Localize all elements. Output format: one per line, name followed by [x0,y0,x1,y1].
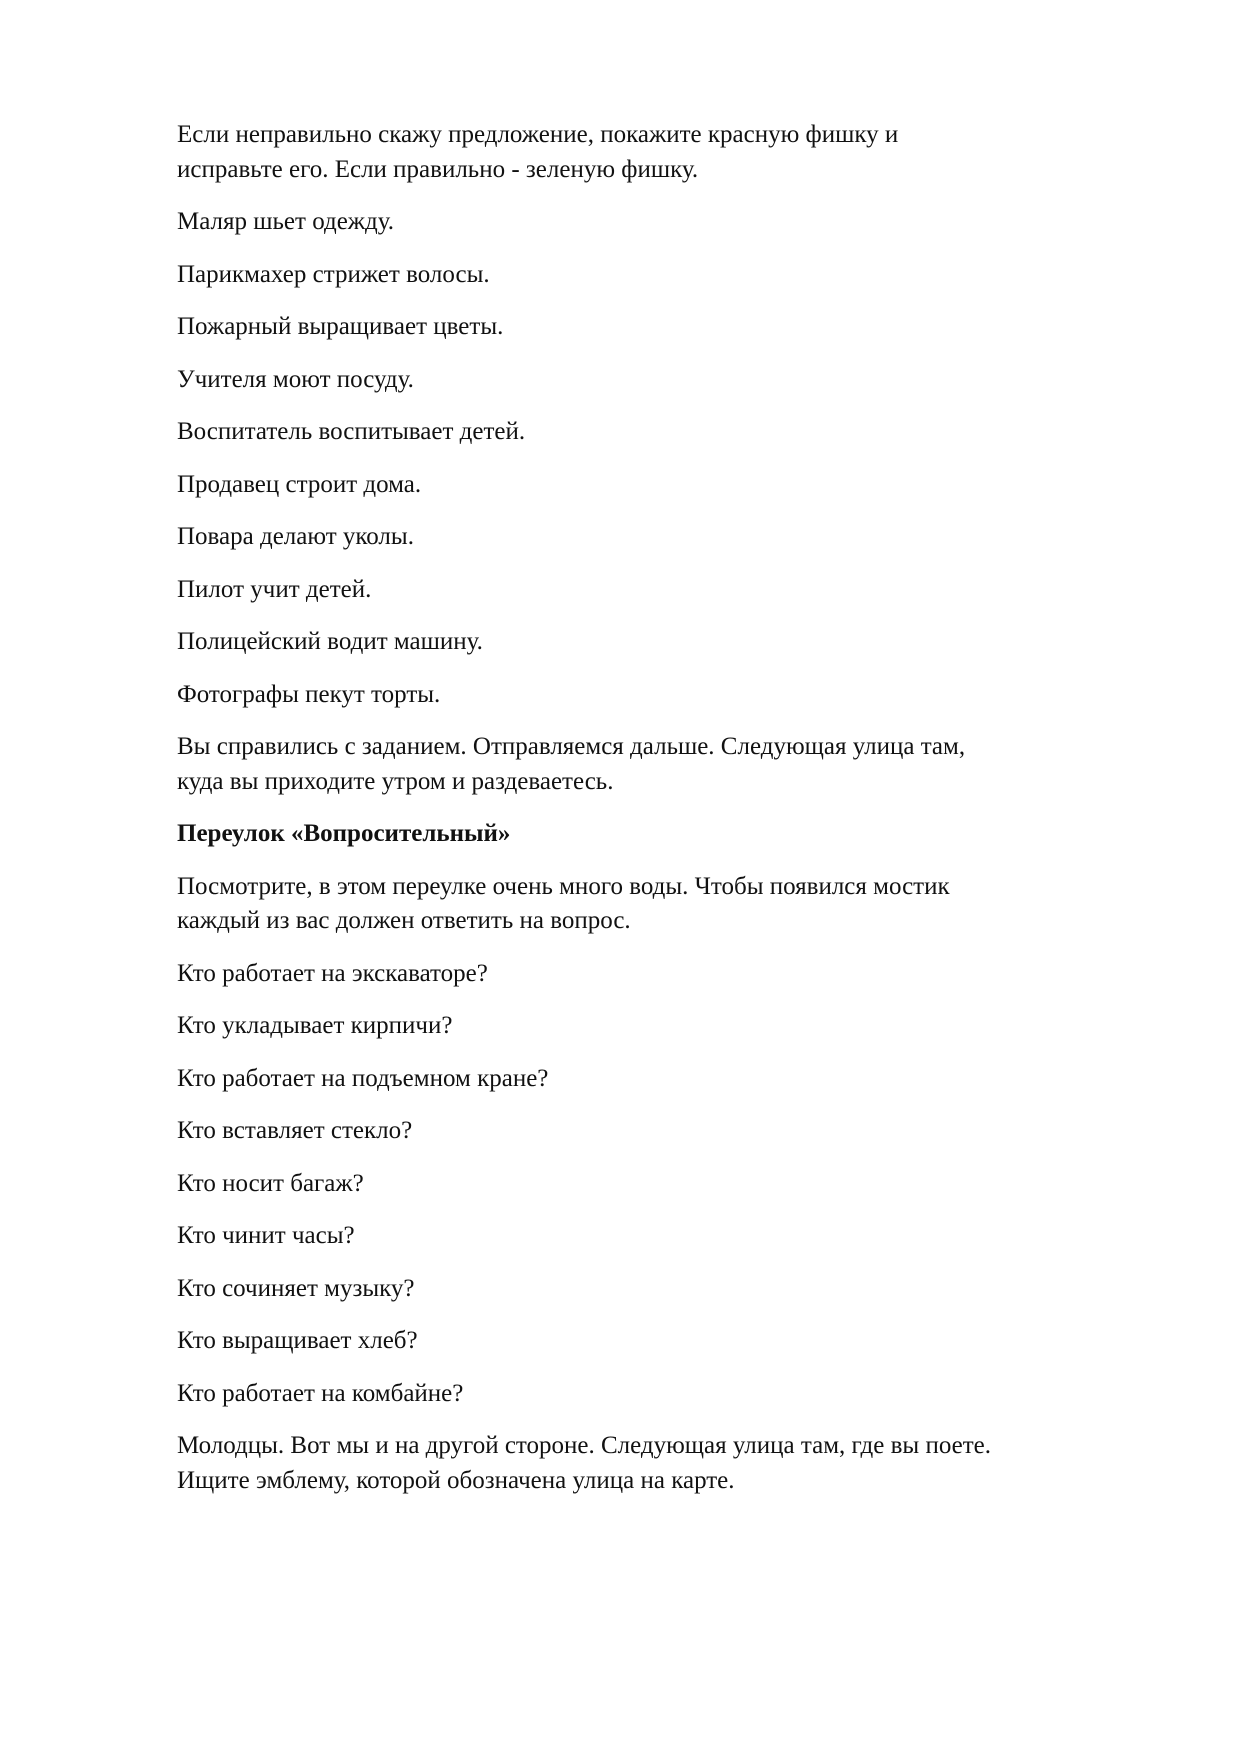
intro-line-1: Если неправильно скажу предложение, покажите красную фишку и [177,121,899,148]
question: Кто чинит часы? [177,1222,355,1249]
document-page [177,118,1157,1516]
statement: Фотографы пекут торты. [177,680,441,708]
question: Кто работает на комбайне? [177,1379,464,1407]
transition-paragraph [177,730,1157,799]
statement: Пожарный выращивает цветы. [177,313,504,340]
section-intro-line-2: каждый из вас должен ответить на вопрос. [177,907,631,934]
statement: Полицейский водит машину. [177,628,483,655]
question: Кто носит багаж? [177,1169,364,1197]
section-intro-line-1: Посмотрите, в этом переулке очень много воды. Чтобы появился мостик [177,872,950,900]
statement: Пилот учит детей. [177,575,372,603]
closing-paragraph [177,1429,1157,1498]
intro-paragraph [177,118,1157,187]
transition-line-2: куда вы приходите утром и раздеваетесь. [177,767,614,795]
closing-line-1: Молодцы. Вот мы и на другой стороне. Следующая улица там, где вы поете. [177,1432,992,1459]
statement: Парикмахер стрижет волосы. [177,260,490,288]
closing-line-2: Ищите эмблему, которой обозначена улица на карте. [177,1466,735,1494]
statement: Продавец строит дома. [177,470,422,498]
section-intro-paragraph [177,870,1157,939]
question: Кто вставляет стекло? [177,1117,413,1144]
statement: Воспитатель воспитывает детей. [177,418,526,445]
question: Кто работает на подъемном кране? [177,1064,549,1092]
statement: Учителя моют посуду. [177,365,414,393]
statement: Маляр шьет одежду. [177,208,395,235]
question: Кто выращивает хлеб? [177,1327,418,1354]
question: Кто работает на экскаваторе? [177,959,488,987]
question: Кто укладывает кирпичи? [177,1012,453,1039]
statement: Повара делают уколы. [177,523,414,550]
transition-line-1: Вы справились с заданием. Отправляемся дальше. Следующая улица там, [177,733,966,760]
question: Кто сочиняет музыку? [177,1274,415,1302]
section-heading: Переулок «Вопросительный» [177,820,511,847]
intro-line-2: исправьте его. Если правильно - зеленую фишку. [177,155,699,183]
